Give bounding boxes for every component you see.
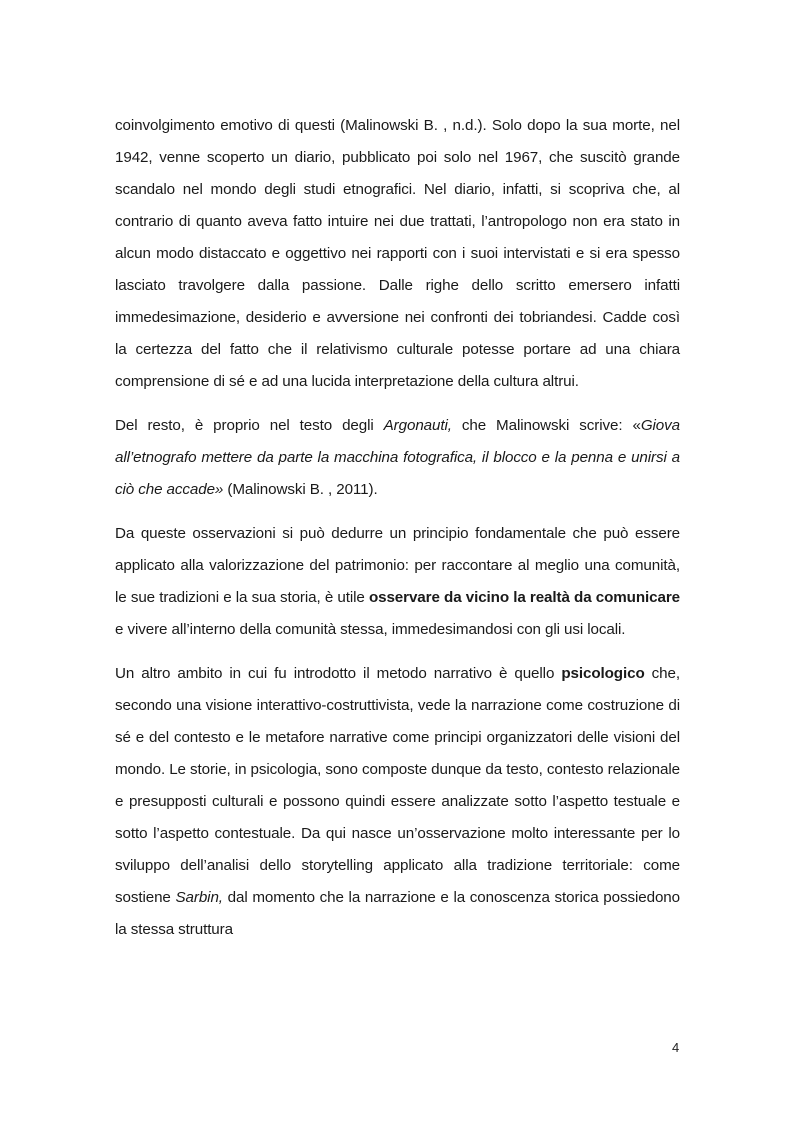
author-name-sarbin: Sarbin,: [175, 889, 223, 906]
paragraph-2: [115, 410, 680, 506]
paragraph-3-text-a: Da queste osservazioni si può dedurre un principio fondamentale che può essere applicato alla valorizzazione del patrimonio: per raccontare al meglio una comunità, le sue tradizioni e la sua storia, è utile: [115, 525, 680, 606]
paragraph-1-text: coinvolgimento emotivo di questi (Malinowski B. , n.d.). Solo dopo la sua morte, nel 1942, venne scoperto un diario, pubblicato poi solo nel 1967, che suscitò grande scandalo nel mondo degli studi etnografici. Nel diario, infatti, si scopriva che, al contrario di quanto aveva fatto intuire nei due trattati, l’antropologo non era stato in alcun modo distaccato e oggettivo nei rapporti con i suoi intervistati e si era spesso lasciato travolgere dalla passione. Dalle righe dello scritto emersero infatti immedesimazione, desiderio e avversione nei confronti dei tobriandesi. Cadde così la certezza del fatto che il relativismo culturale potesse portare ad una chiara comprensione di sé e ad una lucida interpretazione della cultura altrui.: [115, 117, 680, 390]
paragraph-4-text-c: dal momento che la narrazione e la conoscenza storica possiedono la stessa struttura: [115, 889, 680, 938]
paragraph-4: [115, 658, 680, 946]
paragraph-3-emphasis: osservare da vicino la realtà da comunicare: [368, 589, 681, 606]
malinowski-quote: Giova all’etnografo mettere da parte la macchina fotografica, il blocco e la penna e unirsi a ciò che accade»: [115, 417, 680, 498]
paragraph-4-text-a: Un altro ambito in cui fu introdotto il metodo narrativo è quello: [115, 665, 562, 682]
paragraph-4-emphasis: psicologico: [561, 665, 645, 682]
paragraph-2-text-a: Del resto, è proprio nel testo degli: [115, 417, 384, 434]
body-text: [115, 110, 680, 960]
paragraph-2-text-b: che Malinowski scrive: «: [451, 417, 641, 434]
book-title-argonauti: Argonauti,: [383, 417, 452, 434]
paragraph-4-text-b: che, secondo una visione interattivo-costruttivista, vede la narrazione come costruzione di sé e del contesto e le metafore narrative come principi organizzatori delle visioni del mondo. Le storie, in psicologia, sono composte dunque da testo, contesto relazionale e presupposti culturali e possono quindi essere analizzate sotto l’aspetto testuale e sotto l’aspetto contestuale. Da qui nasce un’osservazione molto interessante per lo sviluppo dell’analisi dello storytelling applicato alla tradizione territoriale: come sostiene: [115, 665, 680, 906]
paragraph-3-text-b: e vivere all’interno della comunità stessa, immedesimandosi con gli usi locali.: [115, 621, 626, 638]
page-number: 4: [672, 1040, 680, 1055]
paragraph-2-citation: (Malinowski B. , 2011).: [223, 481, 378, 498]
paragraph-1: [115, 110, 680, 398]
paragraph-3: [115, 518, 680, 646]
